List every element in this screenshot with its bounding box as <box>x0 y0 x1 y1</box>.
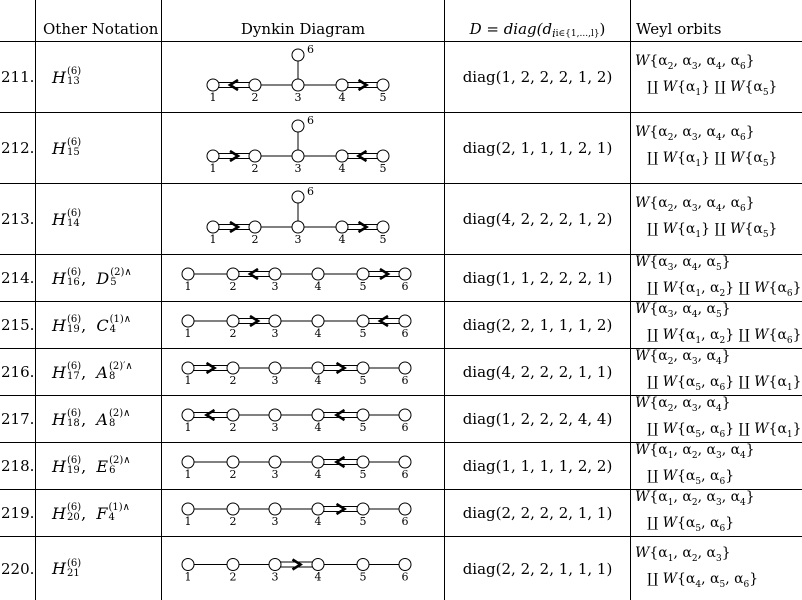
notation-sup: (6) <box>66 361 82 372</box>
column-divider <box>35 0 36 600</box>
row-matrix: diag(2, 1, 1, 1, 2, 1) <box>462 139 613 157</box>
diagram-node <box>269 268 281 280</box>
diagram-node <box>312 409 324 421</box>
diagram-arrow <box>293 560 301 570</box>
diagram-node-label: 5 <box>359 570 367 584</box>
row-number: 217. <box>1 410 35 428</box>
row-notation: H (6) 19 , E (2)∧ 6 <box>52 455 131 476</box>
diagram-node-label: 2 <box>229 421 237 434</box>
diagram-node <box>336 221 348 233</box>
diagram-node <box>312 362 324 374</box>
row-weyl-orbits <box>635 490 755 536</box>
diagram-node-label: 5 <box>379 233 387 246</box>
diagram-node-label: 1 <box>209 91 217 104</box>
diagram-node-label: 3 <box>294 91 302 104</box>
diagram-node <box>182 268 194 280</box>
diagram-node <box>357 559 369 571</box>
row-weyl-orbits <box>635 443 755 489</box>
orbit-line-2: ∐ $W\{\alpha_1\}$ ∐ $W\{\alpha_5\}$ <box>647 150 778 169</box>
diagram-node-label: 3 <box>271 374 279 387</box>
orbit-line-1: $W\{\alpha_2$, $\alpha_3$, $\alpha_4$, $\alpha_6$} <box>635 124 755 143</box>
dynkin-diagram <box>162 255 444 301</box>
diagram-node <box>292 49 304 61</box>
row-number: 211. <box>1 68 35 86</box>
diagram-node <box>227 559 239 571</box>
diagram-node <box>269 559 281 571</box>
diagram-node <box>269 409 281 421</box>
diagram-node-label: 5 <box>359 280 367 293</box>
row-number: 213. <box>1 210 35 228</box>
notation-symbol: H <box>52 362 66 382</box>
notation-sup: (6) <box>66 137 82 148</box>
dynkin-diagram <box>162 302 444 348</box>
diagram-node <box>312 559 324 571</box>
diagram-node-label: 6 <box>401 280 409 293</box>
diagram-node <box>182 503 194 515</box>
orbit-line-1: $W\{\alpha_2$, $\alpha_3$, $\alpha_4$} <box>635 395 731 414</box>
diagram-node-label: 4 <box>314 421 322 434</box>
diagram-node <box>292 191 304 203</box>
row-weyl-orbits <box>635 42 777 112</box>
dynkin-diagram <box>162 349 444 395</box>
diagram-node-label: 4 <box>338 91 346 104</box>
orbit-line-2: ∐ $W\{\alpha_1$, $\alpha_2$} ∐ $W\{\alpha_6\}$ <box>647 327 802 346</box>
diagram-node-label: 5 <box>359 421 367 434</box>
diagram-node-label: 2 <box>229 468 237 481</box>
diagram-node <box>207 79 219 91</box>
orbit-line-2: ∐ $W\{\alpha_4$, $\alpha_5$, $\alpha_6$} <box>647 570 759 590</box>
diagram-node-label: 1 <box>184 570 192 584</box>
diagram-node-label: 2 <box>251 233 259 246</box>
row-weyl-orbits <box>635 113 777 183</box>
diagram-node <box>182 559 194 571</box>
notation-sub: 20 <box>66 512 80 523</box>
diagram-node <box>357 503 369 515</box>
notation-sub: 19 <box>66 324 80 335</box>
diagram-node <box>182 409 194 421</box>
diagram-node <box>399 456 411 468</box>
row-weyl-orbits <box>635 396 802 442</box>
notation-sub: 14 <box>66 218 80 229</box>
diagram-node <box>399 268 411 280</box>
diagram-node-label: 5 <box>359 374 367 387</box>
notation-sub: 18 <box>66 418 80 429</box>
row-matrix: diag(1, 2, 2, 2, 1, 2) <box>462 68 613 86</box>
diagram-node-label: 1 <box>184 327 192 340</box>
diagram-node-label: 2 <box>229 280 237 293</box>
diagram-node <box>399 409 411 421</box>
diagram-node-label: 3 <box>271 327 279 340</box>
diagram-arrow <box>337 457 345 467</box>
diagram-node <box>336 79 348 91</box>
orbit-line-1: $W\{\alpha_1$, $\alpha_2$, $\alpha_3$, $\alpha_4$} <box>635 442 755 461</box>
diagram-node <box>182 315 194 327</box>
diagram-node <box>292 150 304 162</box>
orbit-line-1: $W\{\alpha_1$, $\alpha_2$, $\alpha_3$, $\alpha_4$} <box>635 489 755 508</box>
orbit-line-2: ∐ $W\{\alpha_5$, $\alpha_6$} ∐ $W\{\alpha_1\}$ <box>647 421 802 440</box>
diagram-node <box>227 268 239 280</box>
diagram-node <box>227 456 239 468</box>
diagram-node-label: 1 <box>184 515 192 528</box>
diagram-node-label: 4 <box>314 570 322 584</box>
row-notation <box>52 113 81 183</box>
diagram-node-label: 4 <box>314 280 322 293</box>
diagram-node <box>357 362 369 374</box>
diagram-node <box>357 268 369 280</box>
row-number: 219. <box>1 504 35 522</box>
row-weyl-orbits <box>635 302 802 348</box>
row-number: 216. <box>1 363 35 381</box>
diagram-node-label: 6 <box>401 468 409 481</box>
diagram-arrow <box>230 80 238 90</box>
notation-symbol: H <box>52 138 66 158</box>
diagram-node-label: 6 <box>401 515 409 528</box>
diagram-node-label: 6 <box>401 421 409 434</box>
row-number: 215. <box>1 316 35 334</box>
diagram-node <box>377 79 389 91</box>
notation-symbol: H <box>52 503 66 523</box>
orbit-line-1: $W\{\alpha_2$, $\alpha_3$, $\alpha_4$, $\alpha_6$} <box>635 53 755 72</box>
orbit-line-2: ∐ $W\{\alpha_5$, $\alpha_6$} <box>647 515 735 534</box>
notation-sup: (6) <box>66 408 82 419</box>
diagram-node-label: 5 <box>379 162 387 175</box>
diagram-node-label: 6 <box>307 185 314 198</box>
row-matrix: diag(4, 2, 2, 2, 1, 1) <box>462 363 613 381</box>
diagram-node <box>292 79 304 91</box>
diagram-node <box>182 362 194 374</box>
diagram-node-label: 3 <box>294 162 302 175</box>
row-weyl-orbits <box>635 349 802 395</box>
row-matrix: diag(4, 2, 2, 2, 1, 2) <box>462 210 613 228</box>
diagram-node-label: 3 <box>271 515 279 528</box>
diagram-node-label: 2 <box>229 327 237 340</box>
diagram-node-label: 6 <box>401 327 409 340</box>
row-notation: H (6) 16 , D (2)∧ 5 <box>52 267 132 288</box>
diagram-arrow <box>337 363 345 373</box>
diagram-node <box>377 221 389 233</box>
orbit-line-1: $W\{\alpha_3$, $\alpha_4$, $\alpha_5$} <box>635 254 731 273</box>
diagram-node-label: 3 <box>271 421 279 434</box>
orbit-line-2: ∐ $W\{\alpha_1$, $\alpha_2$} ∐ $W\{\alpha_6\}$ <box>647 280 802 299</box>
diagram-node-label: 4 <box>314 468 322 481</box>
diagram-node <box>207 150 219 162</box>
notation-sup: (6) <box>66 502 82 513</box>
dynkin-diagram <box>162 113 444 183</box>
row-matrix: diag(2, 2, 2, 2, 1, 1) <box>462 504 613 522</box>
row-number: 212. <box>1 139 35 157</box>
diagram-node-label: 3 <box>271 468 279 481</box>
header-notation: Other Notation <box>43 20 159 38</box>
notation-sub: 16 <box>66 277 80 288</box>
diagram-node <box>357 315 369 327</box>
diagram-arrow <box>250 316 258 326</box>
row-number: 218. <box>1 457 35 475</box>
diagram-node-label: 2 <box>229 515 237 528</box>
diagram-node-label: 2 <box>229 374 237 387</box>
diagram-node <box>336 150 348 162</box>
diagram-node <box>312 503 324 515</box>
notation-symbol: H <box>52 209 66 229</box>
diagram-node-label: 1 <box>184 421 192 434</box>
notation-symbol: H <box>52 559 66 578</box>
notation-sup: (6) <box>66 557 82 569</box>
row-notation: H (6) 20 , F (1)∧ 4 <box>52 502 130 523</box>
diagram-node <box>269 362 281 374</box>
notation-sub: 19 <box>66 465 80 476</box>
diagram-node-label: 1 <box>184 280 192 293</box>
diagram-node <box>399 503 411 515</box>
diagram-arrow <box>337 504 345 514</box>
diagram-node-label: 5 <box>359 327 367 340</box>
orbit-line-2: ∐ $W\{\alpha_5$, $\alpha_6$} <box>647 468 735 487</box>
diagram-node-label: 5 <box>359 468 367 481</box>
diagram-node <box>227 409 239 421</box>
notation-symbol: H <box>52 409 66 429</box>
diagram-node <box>227 503 239 515</box>
diagram-node-label: 6 <box>401 374 409 387</box>
diagram-node <box>292 120 304 132</box>
row-notation <box>52 537 81 600</box>
diagram-node <box>207 221 219 233</box>
diagram-arrow <box>359 80 367 90</box>
notation-sub: 15 <box>66 147 80 158</box>
row-notation: H (6) 17 , A (2)′∧ 8 <box>52 361 133 382</box>
notation-sup: (6) <box>66 66 82 77</box>
diagram-node-label: 6 <box>307 43 314 56</box>
diagram-node-label: 1 <box>184 468 192 481</box>
diagram-arrow <box>380 269 388 279</box>
row-weyl-orbits <box>635 255 802 301</box>
header-weyl: Weyl orbits <box>636 20 722 38</box>
diagram-node <box>399 559 411 571</box>
notation-sup: (6) <box>66 455 82 466</box>
row-matrix: diag(1, 2, 2, 2, 4, 4) <box>462 410 613 428</box>
orbit-line-1: $W\{\alpha_1$, $\alpha_2$, $\alpha_3$} <box>635 544 731 564</box>
row-matrix: diag(2, 2, 1, 1, 1, 2) <box>462 316 613 334</box>
header-dynkin: Dynkin Diagram <box>240 20 366 38</box>
notation-sub: 21 <box>66 567 80 579</box>
diagram-node <box>269 456 281 468</box>
diagram-node <box>249 221 261 233</box>
diagram-node-label: 4 <box>314 374 322 387</box>
notation-sup: (6) <box>66 267 82 278</box>
diagram-node-label: 4 <box>314 515 322 528</box>
header-matrix: D = diag(d i i∈{1,...,l} ) <box>469 20 606 40</box>
diagram-node <box>227 362 239 374</box>
diagram-node-label: 1 <box>209 233 217 246</box>
notation-sub: 13 <box>66 76 80 87</box>
diagram-node-label: 4 <box>338 162 346 175</box>
notation-sup: (6) <box>66 314 82 325</box>
diagram-node-label: 4 <box>338 233 346 246</box>
diagram-node-label: 3 <box>294 233 302 246</box>
diagram-node <box>312 456 324 468</box>
notation-symbol: H <box>52 315 66 335</box>
diagram-node <box>399 362 411 374</box>
diagram-node <box>269 503 281 515</box>
diagram-arrow <box>207 410 215 420</box>
diagram-node-label: 3 <box>271 570 279 584</box>
diagram-node <box>227 315 239 327</box>
notation-sup: (6) <box>66 208 82 219</box>
diagram-node-label: 4 <box>314 327 322 340</box>
diagram-node-label: 1 <box>184 374 192 387</box>
diagram-arrow <box>359 151 367 161</box>
diagram-node-label: 6 <box>401 570 409 584</box>
row-number: 214. <box>1 269 35 287</box>
column-divider <box>630 0 631 600</box>
diagram-node <box>249 79 261 91</box>
notation-symbol: H <box>52 268 66 288</box>
dynkin-diagram <box>162 537 444 600</box>
diagram-arrow <box>380 316 388 326</box>
diagram-node-label: 5 <box>359 515 367 528</box>
orbit-line-2: ∐ $W\{\alpha_1\}$ ∐ $W\{\alpha_5\}$ <box>647 221 778 240</box>
orbit-line-2: ∐ $W\{\alpha_1\}$ ∐ $W\{\alpha_5\}$ <box>647 79 778 98</box>
diagram-node <box>399 315 411 327</box>
diagram-node-label: 2 <box>251 162 259 175</box>
dynkin-diagram <box>162 443 444 489</box>
diagram-arrow <box>207 363 215 373</box>
diagram-node <box>377 150 389 162</box>
row-number: 220. <box>1 559 35 578</box>
notation-symbol: H <box>52 456 66 476</box>
diagram-node <box>312 315 324 327</box>
diagram-node-label: 2 <box>251 91 259 104</box>
diagram-node-label: 5 <box>379 91 387 104</box>
diagram-node <box>182 456 194 468</box>
diagram-node-label: 6 <box>307 114 314 127</box>
dynkin-diagram <box>162 396 444 442</box>
row-notation <box>52 42 81 112</box>
orbit-line-1: $W\{\alpha_2$, $\alpha_3$, $\alpha_4$} <box>635 348 731 367</box>
diagram-arrow <box>230 151 238 161</box>
dynkin-diagram <box>162 184 444 254</box>
row-weyl-orbits <box>635 184 777 254</box>
notation-symbol: H <box>52 67 66 87</box>
notation-sub: 17 <box>66 371 80 382</box>
diagram-node <box>269 315 281 327</box>
row-weyl-orbits <box>635 537 758 600</box>
orbit-line-2: ∐ $W\{\alpha_5$, $\alpha_6$} ∐ $W\{\alpha_1\}$ <box>647 374 802 393</box>
row-matrix: diag(1, 1, 2, 2, 2, 1) <box>462 269 613 287</box>
diagram-node <box>357 409 369 421</box>
diagram-node <box>312 268 324 280</box>
diagram-arrow <box>250 269 258 279</box>
row-notation <box>52 184 81 254</box>
dynkin-diagram <box>162 490 444 536</box>
dynkin-diagram <box>162 42 444 112</box>
diagram-node-label: 2 <box>229 570 237 584</box>
row-matrix: diag(2, 2, 2, 1, 1, 1) <box>462 559 613 578</box>
orbit-line-1: $W\{\alpha_3$, $\alpha_4$, $\alpha_5$} <box>635 301 731 320</box>
diagram-node-label: 1 <box>209 162 217 175</box>
row-notation: H (6) 19 , C (1)∧ 4 <box>52 314 132 335</box>
diagram-node <box>292 221 304 233</box>
diagram-arrow <box>359 222 367 232</box>
row-matrix: diag(1, 1, 1, 1, 2, 2) <box>462 457 613 475</box>
diagram-node-label: 3 <box>271 280 279 293</box>
row-notation: H (6) 18 , A (2)∧ 8 <box>52 408 131 429</box>
orbit-line-1: $W\{\alpha_2$, $\alpha_3$, $\alpha_4$, $\alpha_6$} <box>635 195 755 214</box>
diagram-node <box>357 456 369 468</box>
diagram-arrow <box>337 410 345 420</box>
diagram-arrow <box>230 222 238 232</box>
diagram-node <box>249 150 261 162</box>
